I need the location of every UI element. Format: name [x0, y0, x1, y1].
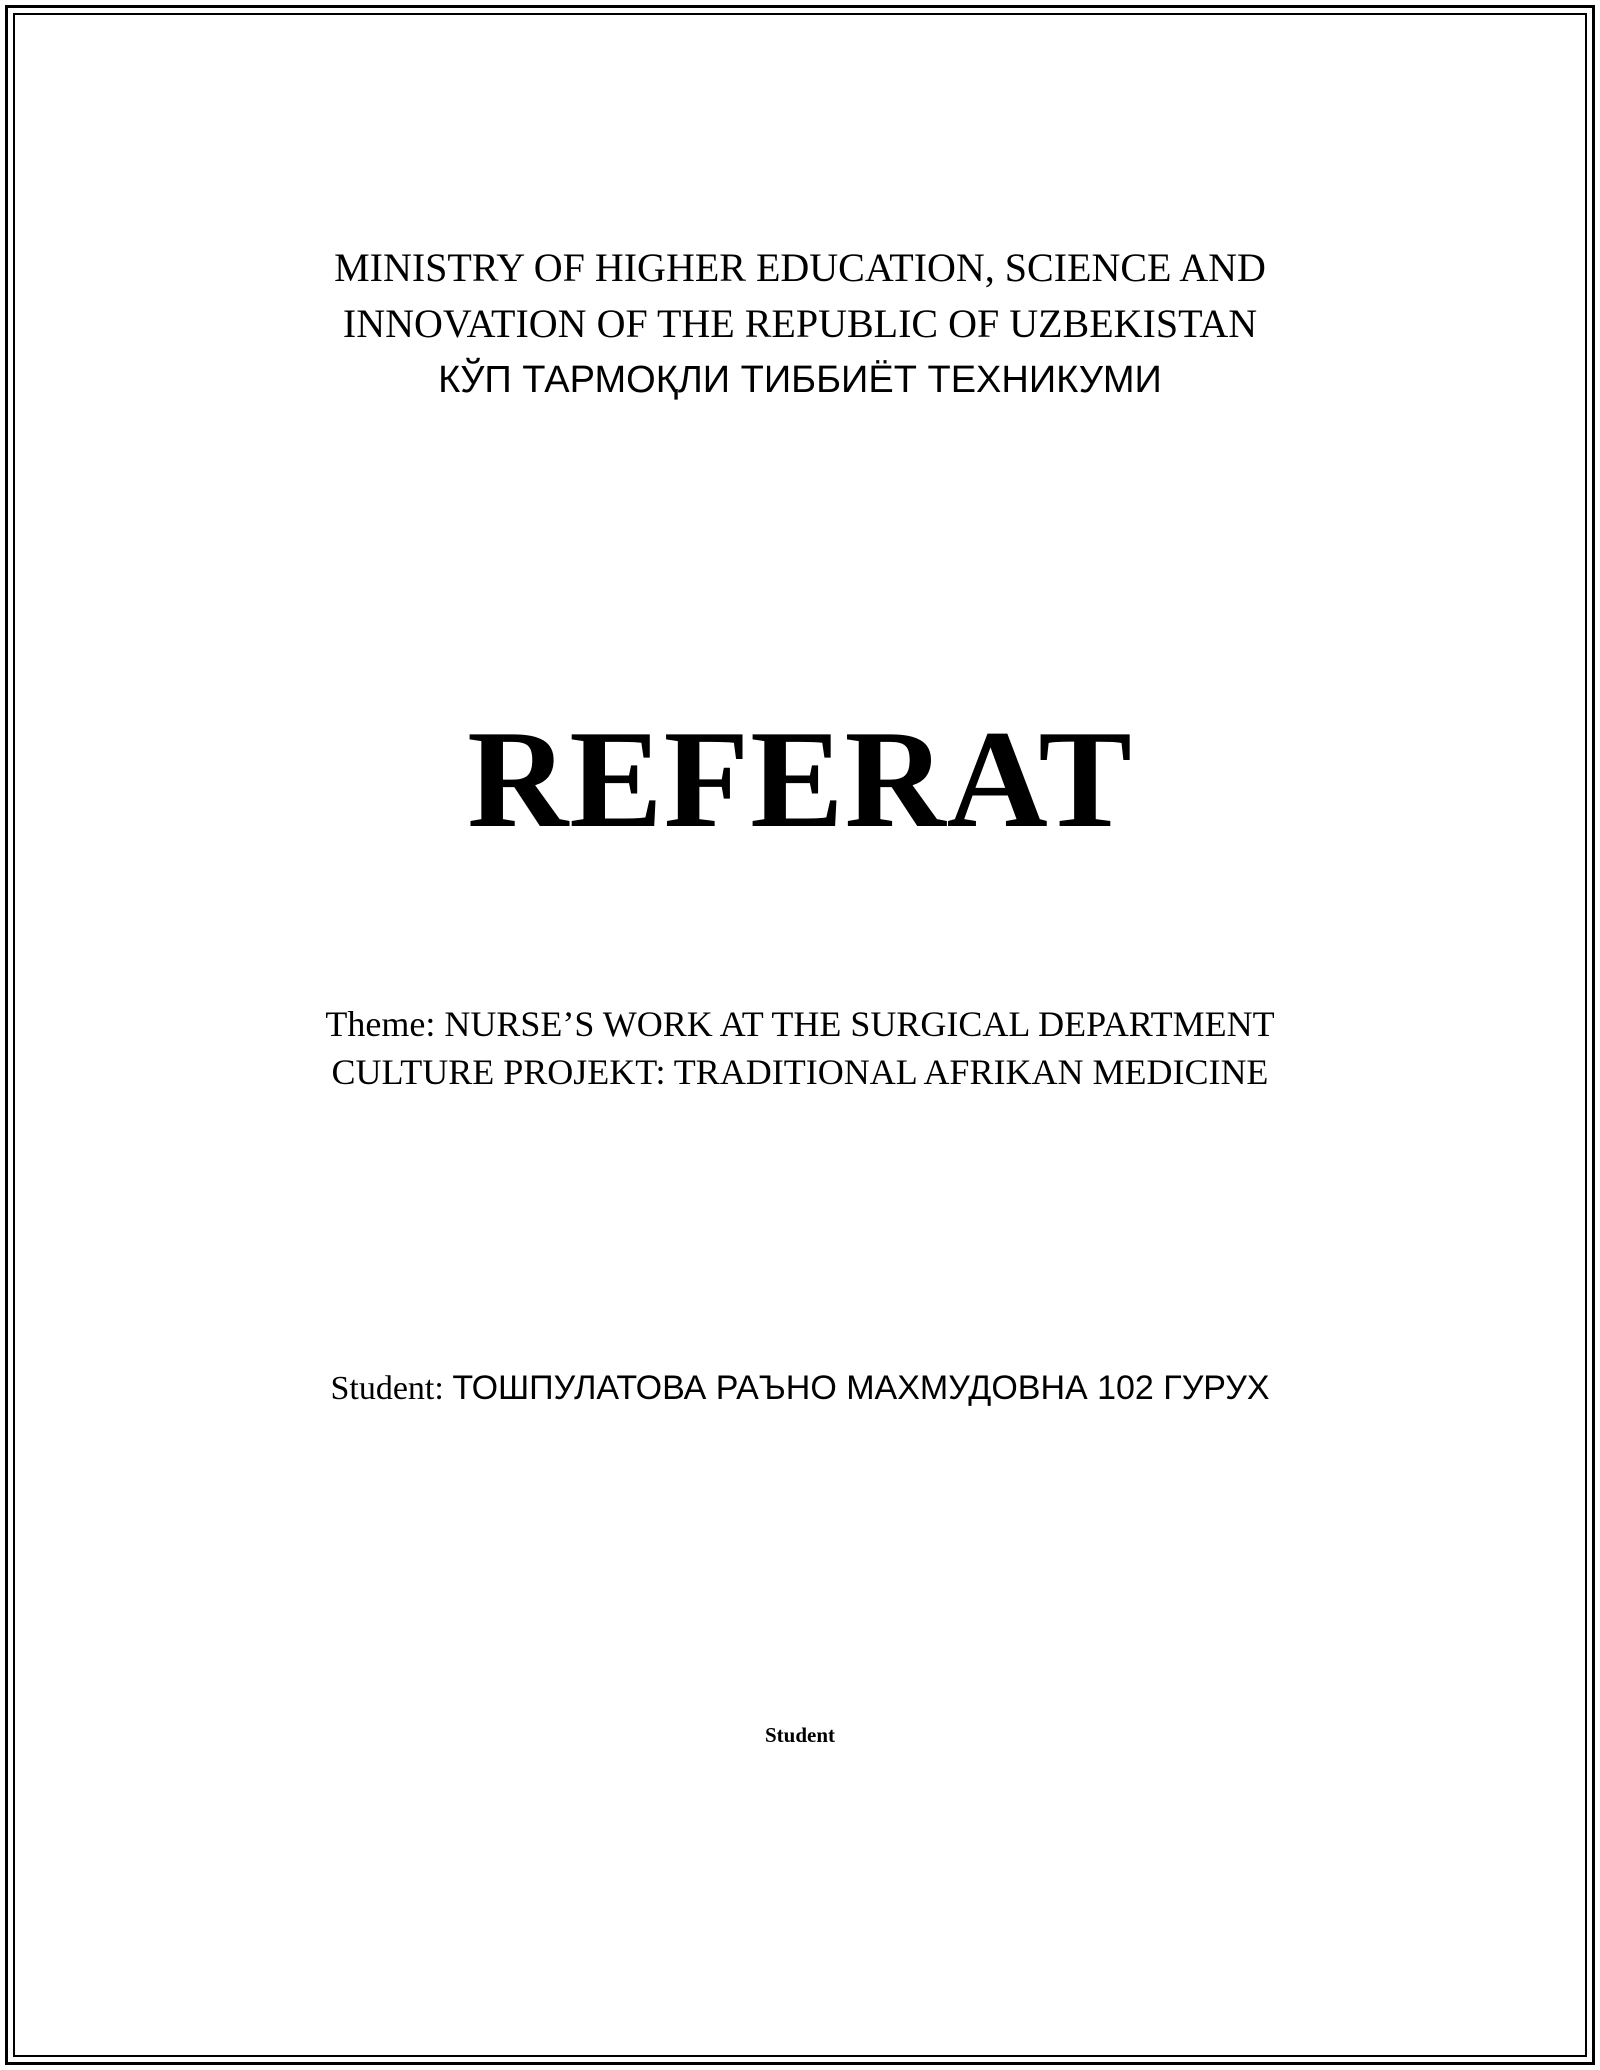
header-line-2: INNOVATION OF THE REPUBLIC OF UZBEKISTAN	[342, 301, 1258, 346]
student-name: ТОШПУЛАТОВА РАЪНО МАХМУДОВНА 102 ГУРУХ	[452, 1369, 1270, 1407]
theme-line-1: Theme: NURSE’S WORK AT THE SURGICAL DEPARTMENT	[325, 1004, 1275, 1044]
header-line-3: КЎП ТАРМОҚЛИ ТИББИЁТ ТЕХНИКУМИ	[438, 359, 1162, 401]
header-line-1: MINISTRY OF HIGHER EDUCATION, SCIENCE AND	[334, 245, 1266, 290]
student-info	[0, 1364, 1600, 1413]
theme-block	[0, 1000, 1600, 1096]
institution-header	[0, 240, 1600, 408]
theme-line-2: CULTURE PROJEKT: TRADITIONAL AFRIKAN MEDICINE	[331, 1052, 1269, 1092]
student-footer-label: Student	[764, 1723, 836, 1747]
document-title: REFERAT	[467, 702, 1133, 857]
student-label: Student:	[330, 1370, 453, 1407]
